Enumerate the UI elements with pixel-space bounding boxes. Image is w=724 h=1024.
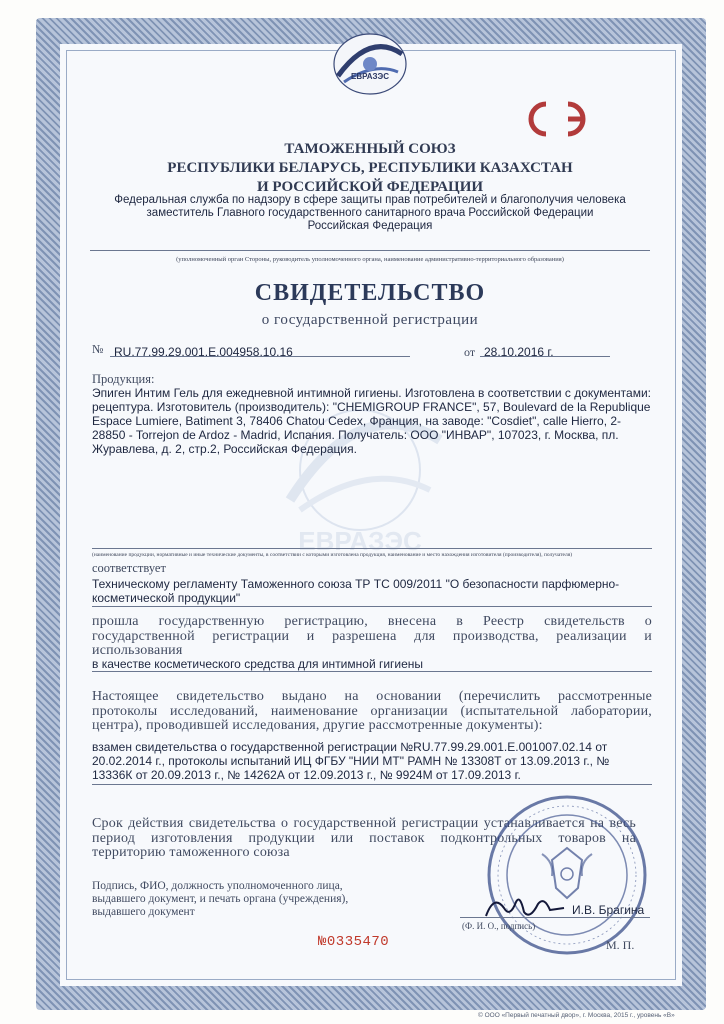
serial-number: №0335470 xyxy=(318,934,390,950)
basis-line-2: протоколы исследований, наименование организации (испытательной лаборатории, xyxy=(92,703,652,719)
date-label: от xyxy=(464,345,476,359)
number-label: № xyxy=(92,342,104,356)
document-subtitle: о государственной регистрации xyxy=(261,312,479,328)
basis-typed-line-2: 20.02.2014 г., протоколы испытаний ИЦ ФГБУ "НИИ МТ" РАМН № 13308Т от 13.09.2013 г., № xyxy=(92,754,610,768)
conformity-line-1: Техническому регламенту Таможенного союза ТР ТС 009/2011 "О безопасности парфюмерно- xyxy=(92,577,620,591)
basis-line-3: центра), проводившей исследования, другие рассмотренные документы): xyxy=(92,718,543,733)
agency-caption: (уполномоченный орган Стороны, руководитель уполномоченного органа, наименование административно-территориального образования) xyxy=(176,256,564,263)
basis-typed xyxy=(92,740,672,782)
product-caption: (наименование продукции, нормативные и иные технические документы, в соответствии с которыми изготовлена продукция, наименование и место нахождения изготовителя (производителя), получателя) xyxy=(92,552,573,558)
logo-caption: ЕВРАЗЭС xyxy=(350,72,389,81)
registration-number: RU.77.99.29.001.Е.004958.10.16 xyxy=(114,345,293,359)
basis-text xyxy=(92,690,652,734)
signature-line-1: Подпись, ФИО, должность уполномоченного лица, xyxy=(92,880,343,892)
passed-line-1: прошла государственную регистрацию, внесена в Реестр свидетельств о xyxy=(92,614,652,629)
svg-text:ЕВРАЗЭС: ЕВРАЗЭС xyxy=(298,526,422,556)
stamp-place-label: М. П. xyxy=(606,938,635,952)
printer-note: © ООО «Первый печатный двор», г. Москва, 2015 г., уровень «В» xyxy=(478,1012,675,1019)
registration-date: 28.10.2016 г. xyxy=(484,345,554,359)
eurasec-logo-icon xyxy=(330,32,410,102)
basis-typed-line-1: взамен свидетельства о государственной регистрации №RU.77.99.29.001.Е.001007.02.14 от xyxy=(92,740,608,754)
conformity-text xyxy=(92,577,672,605)
product-description xyxy=(92,386,672,456)
agency-line-1: Федеральная служба по надзору в сфере защиты прав потребителей и благополучия человека xyxy=(114,194,626,206)
agency-line-3: Российская Федерация xyxy=(307,220,433,232)
agency-block xyxy=(80,194,660,233)
header-block xyxy=(90,140,650,197)
official-stamp-icon xyxy=(482,790,652,960)
passed-line-2: государственной регистрации и разрешена для производства, реализации и xyxy=(92,628,652,644)
document-title: СВИДЕТЕЛЬСТВО xyxy=(254,280,486,306)
conformity-label: соответствует xyxy=(92,561,166,575)
product-line-1: Эпиген Интим Гель для ежедневной интимной гигиены. Изготовлена в соответствии с документами: xyxy=(92,386,652,400)
usage-text: в качестве косметического средства для интимной гигиены xyxy=(92,657,424,671)
header-line-3: И РОССИЙСКОЙ ФЕДЕРАЦИИ xyxy=(256,179,484,195)
validity-line-2: период изготовления продукции или поставок подконтрольных товаров на xyxy=(92,830,636,846)
passed-line-3: использования xyxy=(92,643,183,658)
product-line-3: Espace Lumiere, Batiment 3, 78406 Chatou Cedex, Франция, на заводе: "Cosdiet", calle Hierro, 2- xyxy=(92,414,622,428)
header-line-1: ТАМОЖЕННЫЙ СОЮЗ xyxy=(284,141,456,157)
signature-caption: (Ф. И. О., подпись) xyxy=(462,921,536,931)
product-line-4: 28850 - Torrejon de Ardoz - Madrid, Испания. Получатель: ООО "ИНВАР", 107023, г. Москва, пл. xyxy=(92,428,619,442)
product-line-5: Журавлева, д. 2, стр.2, Российская Федерация. xyxy=(92,442,357,456)
product-line-2: рецептура. Изготовитель (производитель): "CHEMIGROUP FRANCE", 57, Boulevard de la Republique xyxy=(92,400,651,414)
signer-name: И.В. Брагина xyxy=(572,903,645,917)
basis-line-1: Настоящее свидетельство выдано на основании (перечислить рассмотренные xyxy=(92,689,652,704)
basis-typed-line-3: 13336К от 20.09.2013 г., № 14262А от 12.09.2013 г., № 9924М от 17.09.2013 г. xyxy=(92,768,521,782)
product-label: Продукция: xyxy=(92,372,155,386)
signature-line-3: выдавшего документ xyxy=(92,906,195,918)
certification-mark-icon xyxy=(524,100,588,138)
conformity-line-2: косметической продукции" xyxy=(92,591,241,605)
header-line-2: РЕСПУБЛИКИ БЕЛАРУСЬ, РЕСПУБЛИКИ КАЗАХСТАН xyxy=(167,160,573,176)
agency-line-2: заместитель Главного государственного санитарного врача Российской Федерации xyxy=(146,207,594,219)
signature-line-2: выдавшего документ, и печать органа (учреждения), xyxy=(92,893,349,905)
signature-label xyxy=(92,880,348,919)
validity-line-1: Срок действия свидетельства о государственной регистрации устанавливается на весь xyxy=(92,816,636,831)
validity-line-3: территорию таможенного союза xyxy=(92,845,290,860)
passed-text xyxy=(92,615,652,659)
